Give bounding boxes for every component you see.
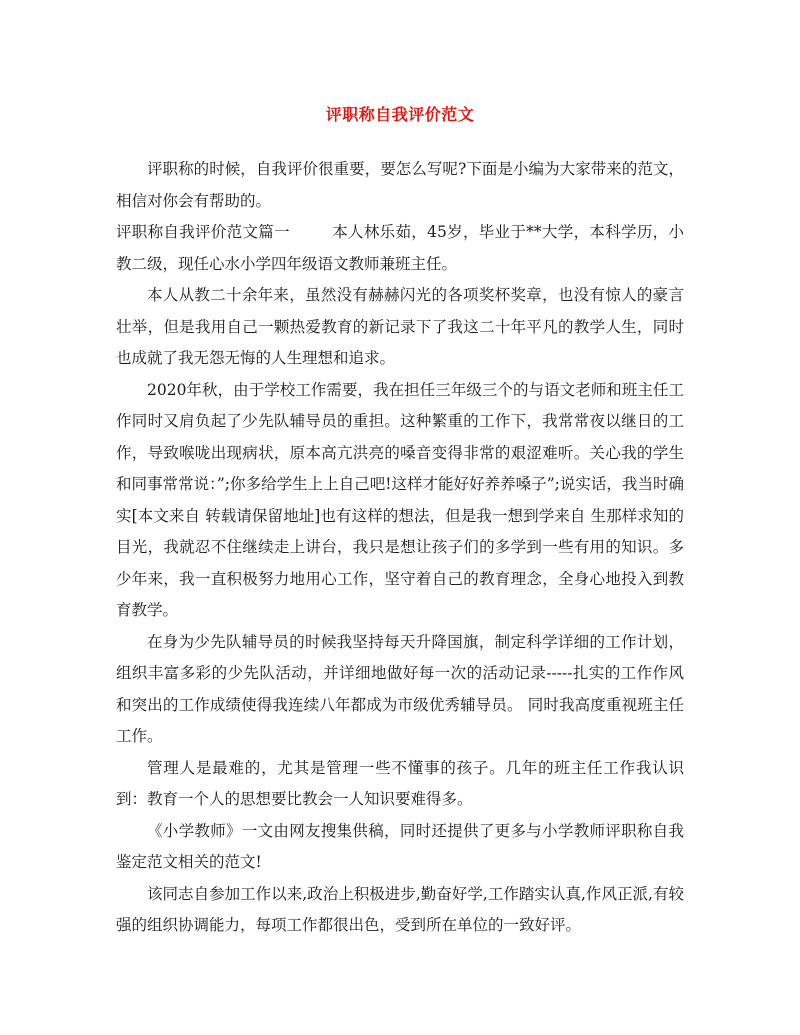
document-body (116, 154, 684, 942)
paragraph-counselor: 在身为少先队辅导员的时候我坚持每天升降国旗，制定科学详细的工作计划，组织丰富多彩的少先队活动，并详细地做好每一次的活动记录-----扎实的工作作风和突出的工作成绩使得我连续八年都成为市级优秀辅导员。 同时我高度重视班主任工作。 (116, 632, 684, 745)
paragraph-management: 管理人是最难的，尤其是管理一些不懂事的孩子。几年的班主任工作我认识到：教育一个人的思想要比教会一人知识要难得多。 (116, 758, 684, 808)
paragraph-evaluation: 该同志自参加工作以来,政治上积极进步,勤奋好学,工作踏实认真,作风正派,有较强的组织协调能力，每项工作都很出色，受到所在单位的一致好评。 (116, 884, 684, 934)
section-heading-paragraph (116, 217, 684, 280)
document-title: 评职称自我评价范文 (325, 105, 475, 124)
section-label: 评职称自我评价范文篇一 (116, 223, 290, 241)
paragraph-source: 《小学教师》一文由网友搜集供稿，同时还提供了更多与小学教师评职称自我鉴定范文相关的范文! (116, 821, 684, 871)
paragraph-career: 本人从教二十余年来，虽然没有赫赫闪光的各项奖杯奖章，也没有惊人的豪言壮举，但是我用自己一颗热爱教育的新记录下了我这二十年平凡的教学人生，同时也成就了我无怨无悔的人生理想和追求。 (116, 286, 684, 367)
section-first-paragraph: 本人林乐茹，45岁，毕业于**大学，本科学历，小教二级，现任心水小学四年级语文教师兼班主任。 (116, 223, 684, 273)
paragraph-2020: 2020年秋，由于学校工作需要，我在担任三年级三个的与语文老师和班主任工作同时又肩负起了少先队辅导员的重担。这种繁重的工作下，我常常夜以继日的工作，导致喉咙出现病状，原本高亢洪亮的嗓音变得非常的艰涩难听。关心我的学生和同事常常说：”;你多给学生上上自己吧!这样才能好好养养嗓子”;说实话，我当时确实[本文来自 转载请保留地址]也有这样的想法，但是我一想到学来自 生那样求知的目光，我就忍不住继续走上讲台，我只是想让孩子们的多学到一些有用的知识。多少年来，我一直积极努力地用心工作，坚守着自己的教育理念，全身心地投入到教育教学。 (116, 380, 684, 619)
intro-paragraph: 评职称的时候，自我评价很重要，要怎么写呢?下面是小编为大家带来的范文，相信对你会有帮助的。 (116, 160, 684, 210)
